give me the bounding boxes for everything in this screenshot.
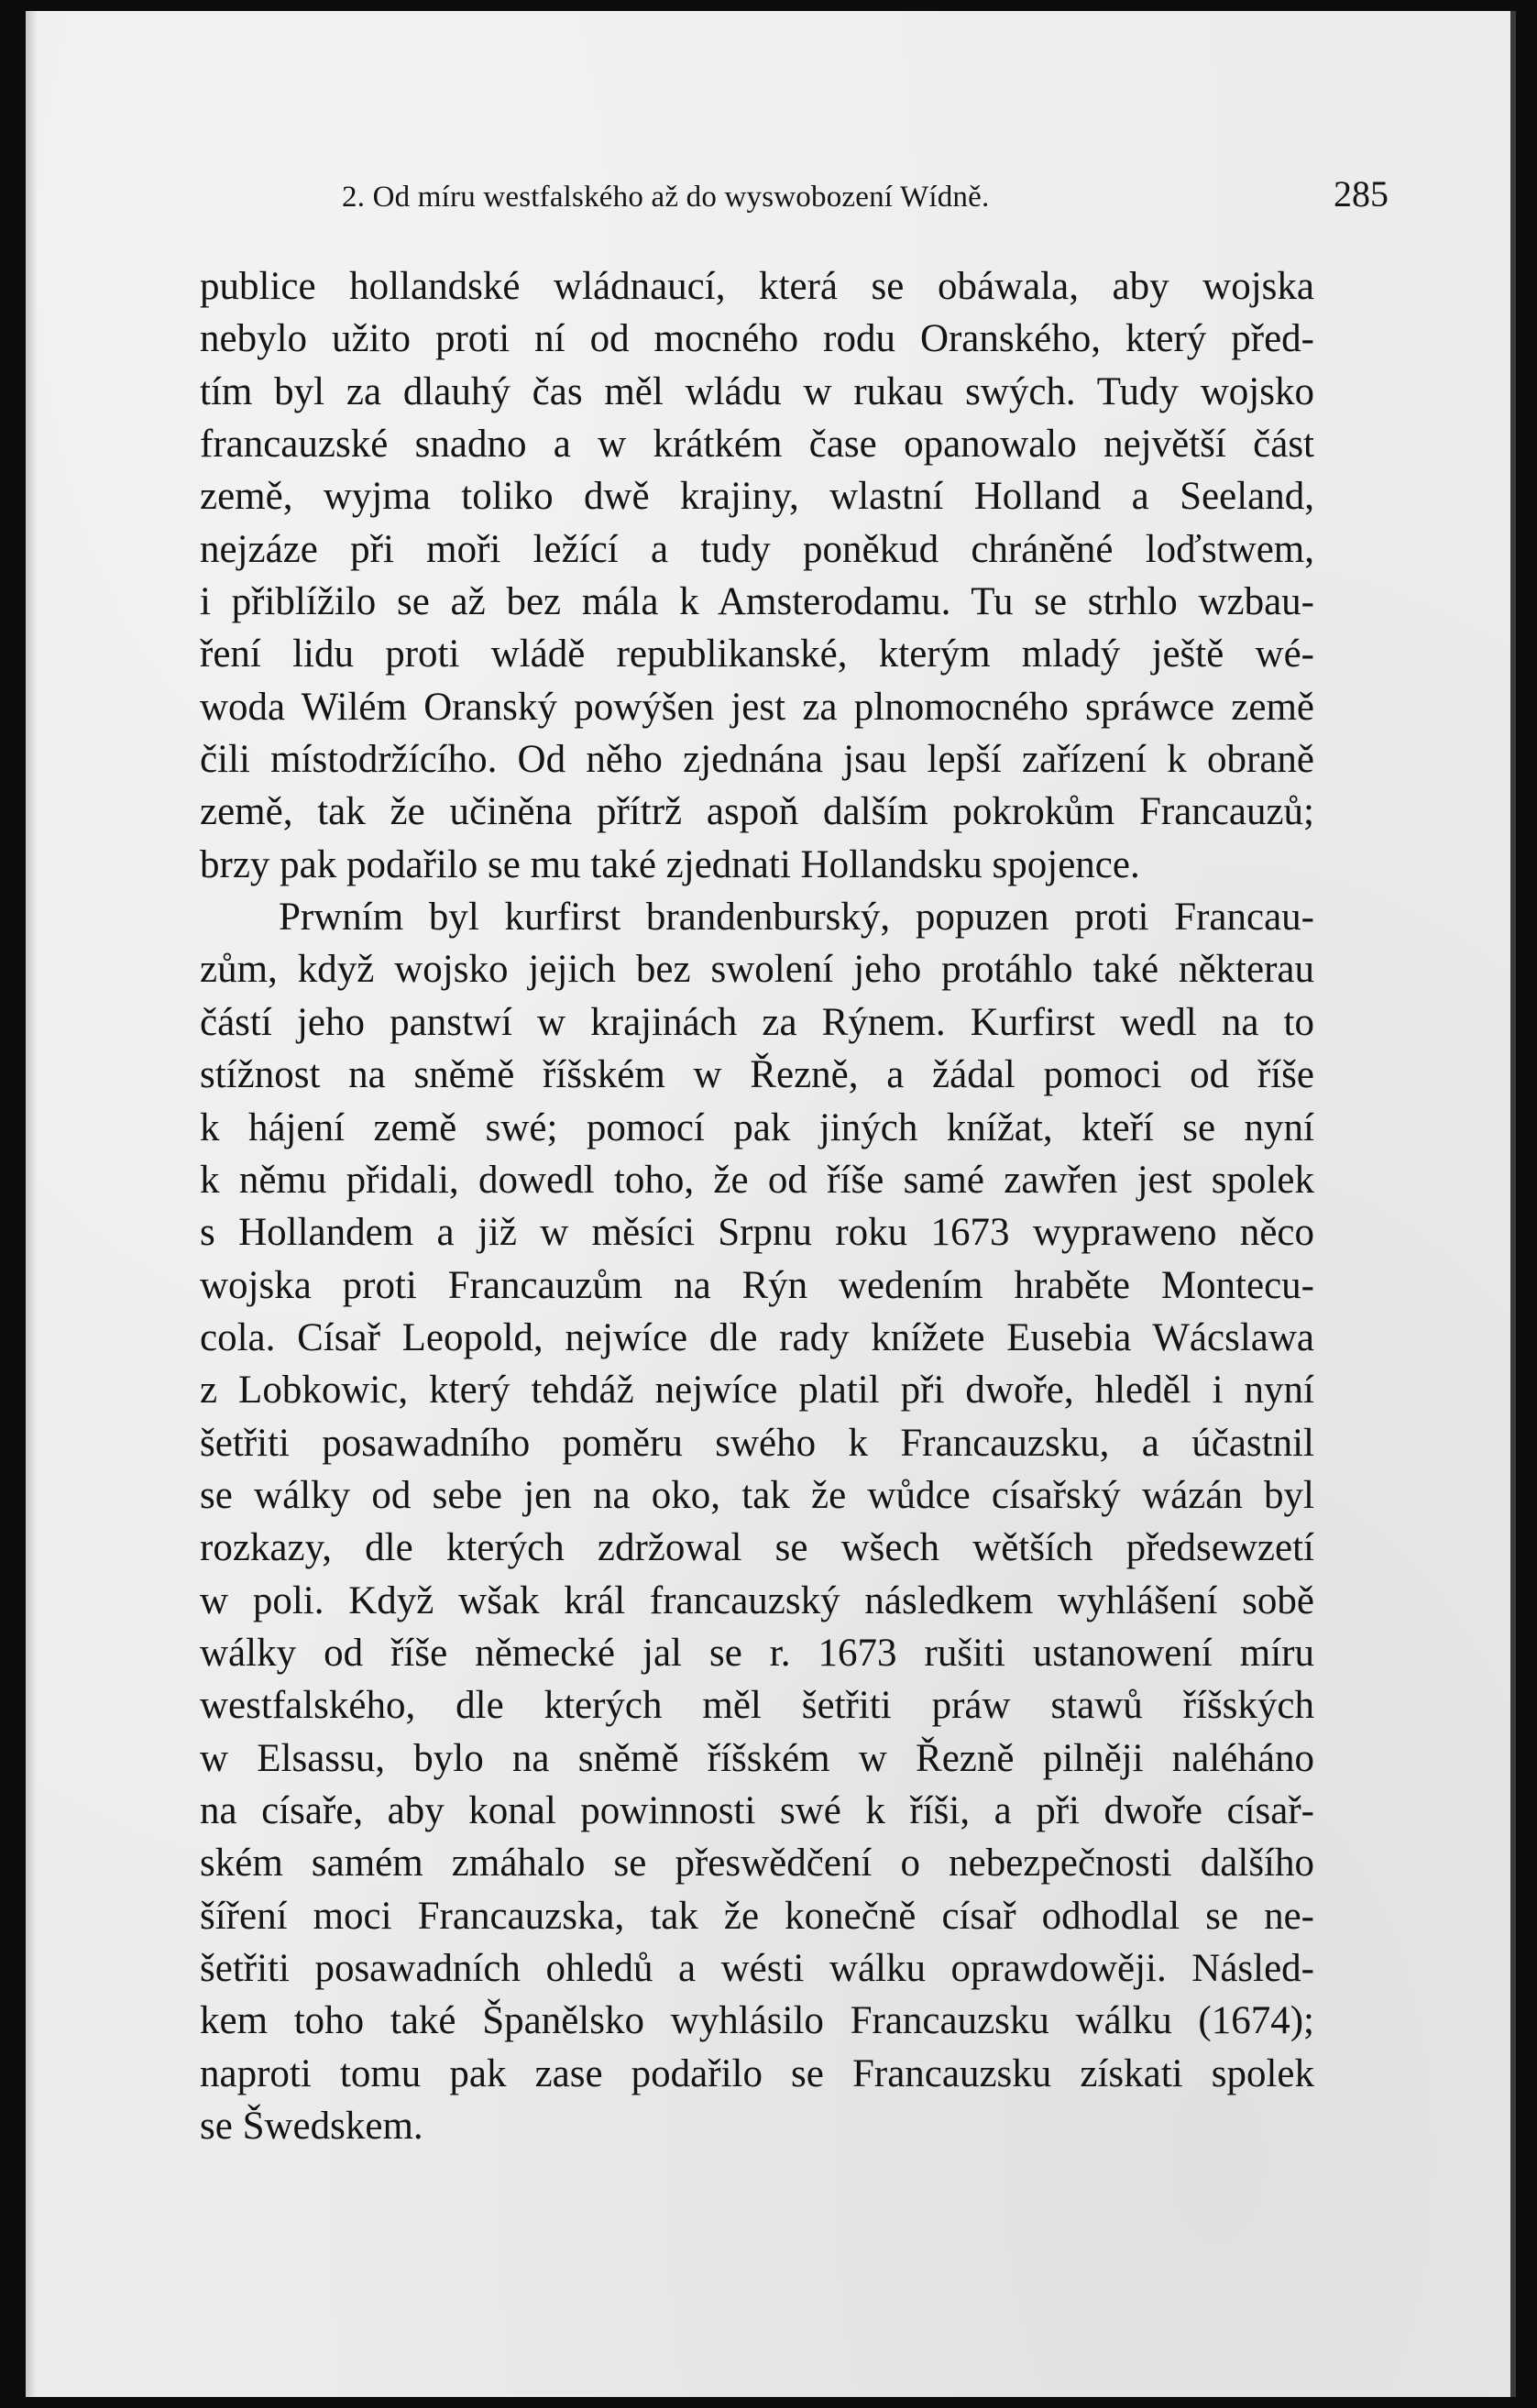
text-line: westfalského, dle kterých měl šetřiti práw stawů říšských	[200, 1684, 1314, 1728]
text-line: na císaře, aby konal powinnosti swé k říši, a při dwoře císař-	[200, 1788, 1314, 1832]
text-line: wálky od říše německé jal se r. 1673 rušiti ustanowení míru	[200, 1631, 1314, 1675]
text-line: i přiblížilo se až bez mála k Amsterodamu. Tu se strhlo wzbau-	[200, 580, 1314, 624]
text-line: země, wyjma toliko dwě krajiny, wlastní Holland a Seeland,	[200, 475, 1314, 519]
page-edge	[1510, 11, 1516, 2397]
text-line: k hájení země swé; pomocí pak jiných knížat, kteří se nyní	[200, 1105, 1314, 1149]
text-line: šetřiti posawadních ohledů a wésti wálku oprawdowěji. Násled-	[200, 1947, 1314, 1990]
body-text	[200, 260, 1314, 2152]
book-page	[26, 11, 1516, 2397]
text-line: šetřiti posawadního poměru swého k Francauzsku, a účastnil	[200, 1421, 1314, 1465]
text-line: ření lidu proti wládě republikanské, kterým mladý ještě wé-	[200, 632, 1314, 676]
text-line: k němu přidali, dowedl toho, že od říše samé zawřen jest spolek	[200, 1158, 1314, 1202]
text-line: brzy pak podařilo se mu také zjednati Hollandsku spojence.	[200, 842, 1140, 886]
text-line: nebylo užito proti ní od mocného rodu Oranského, který před-	[200, 317, 1314, 361]
text-line: zům, když wojsko jejich bez swolení jeho protáhlo také některau	[200, 948, 1314, 992]
text-line: čili místodržícího. Od něho zjednána jsau lepší zařízení k obraně	[200, 738, 1314, 782]
text-line: naproti tomu pak zase podařilo se Francauzsku získati spolek	[200, 2051, 1314, 2095]
text-line: se Šwedskem.	[200, 2105, 423, 2149]
text-line: s Hollandem a již w měsíci Srpnu roku 1673 wypraweno něco	[200, 1211, 1314, 1255]
text-line: částí jeho panstwí w krajinách za Rýnem. Kurfirst wedl na to	[200, 1000, 1314, 1044]
text-line: stížnost na sněmě říšském w Řezně, a žádal pomoci od říše	[200, 1053, 1314, 1097]
text-line: cola. Císař Leopold, nejwíce dle rady knížete Eusebia Wácslawa	[200, 1315, 1314, 1359]
text-line: rozkazy, dle kterých zdržowal se wšech wětších předsewzetí	[200, 1526, 1314, 1570]
text-line: w poli. Když wšak král francauzský následkem wyhlášení sobě	[200, 1578, 1314, 1622]
text-line: nejzáze při moři ležící a tudy poněkud chráněné loďstwem,	[200, 527, 1314, 571]
text-line: w Elsassu, bylo na sněmě říšském w Řezně pilněji naléháno	[200, 1736, 1314, 1780]
text-line: Prwním byl kurfirst brandenburský, popuzen proti Francau-	[279, 896, 1314, 940]
paragraph-2	[200, 891, 1314, 2152]
text-line: ském samém zmáhalo se přeswědčení o nebezpečnosti dalšího	[200, 1842, 1314, 1886]
page-number: 285	[1334, 173, 1389, 214]
text-line: země, tak že učiněna přítrž aspoň dalším pokrokům Francauzů;	[200, 790, 1314, 834]
page-gutter-shadow	[26, 11, 37, 2397]
text-line: publice hollandské wládnaucí, která se obáwala, aby wojska	[200, 265, 1314, 308]
text-line: tím byl za dlauhý čas měl wládu w rukau swých. Tudy wojsko	[200, 369, 1314, 413]
text-line: z Lobkowic, který tehdáž nejwíce platil při dwoře, hleděl i nyní	[200, 1369, 1314, 1413]
text-line: šíření moci Francauzska, tak že konečně císař odhodlal se ne-	[200, 1894, 1314, 1938]
text-line: se wálky od sebe jen na oko, tak že wůdce císařský wázán byl	[200, 1473, 1314, 1517]
text-line: francauzské snadno a w krátkém čase opanowalo největší část	[200, 423, 1314, 467]
text-line: wojska proti Francauzům na Rýn wedením hraběte Montecu-	[200, 1263, 1314, 1307]
running-head-title: 2. Od míru westfalského až do wyswobození Wídně.	[342, 181, 990, 214]
running-head	[342, 172, 1389, 215]
paragraph-1	[200, 260, 1314, 891]
text-line: kem toho také Španělsko wyhlásilo Francauzsku wálku (1674);	[200, 1999, 1314, 2043]
text-line: woda Wilém Oranský powýšen jest za plnomocného spráwce země	[200, 685, 1314, 729]
